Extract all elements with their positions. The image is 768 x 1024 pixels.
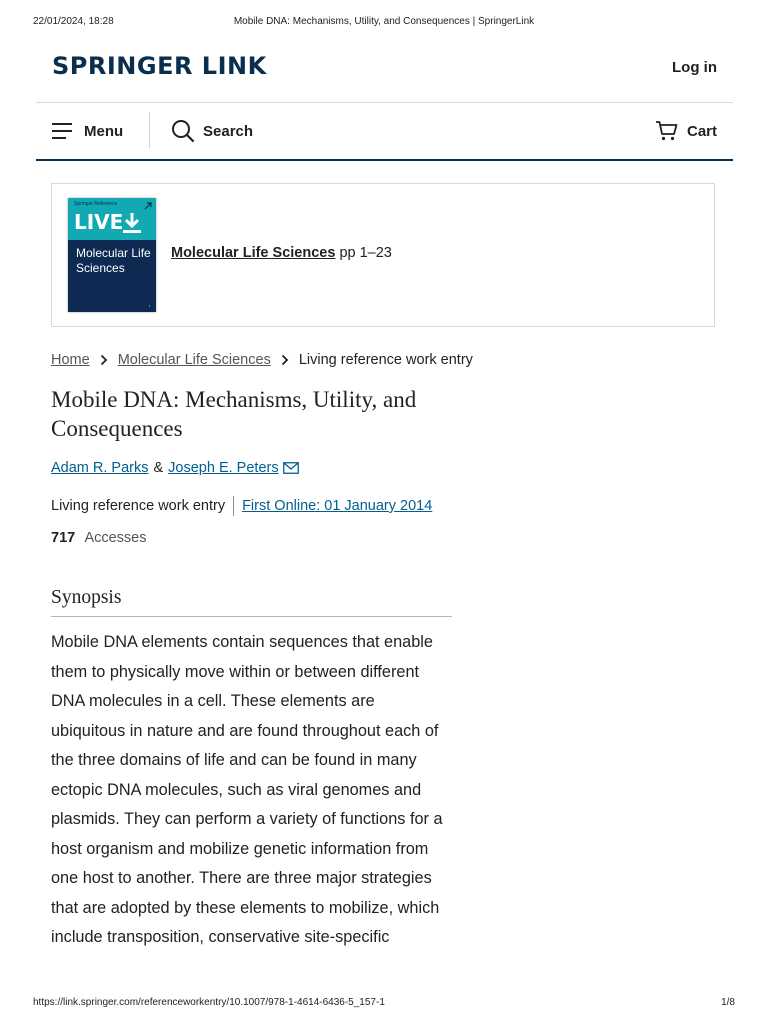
menu-label: Menu [84, 122, 124, 140]
author-link[interactable]: Adam R. Parks [51, 460, 149, 476]
meta-divider [233, 496, 234, 516]
cover-live: LIVE [74, 210, 124, 234]
print-footer [33, 997, 735, 1011]
cart-icon [655, 119, 679, 143]
book-title-link[interactable]: Molecular Life Sciences [171, 245, 336, 261]
accesses-count: 717 [51, 530, 76, 546]
synopsis-text: Mobile DNA elements contain sequences that enable them to physically move within or between different DNA molecules in a cell. These elements are ubiquitous in nature and are found throughout each of the three domains of life and can be found in many ectopic DNA molecules, such as viral genomes and plasmids. They can perform a variety of functions for a host organism and mobilize genetic information from one host to another. There are three major strategies that are adopted by these elements to mobilize, which include transposition, conservative site-specific [51, 633, 443, 946]
mail-icon[interactable] [283, 462, 299, 474]
breadcrumb-home[interactable]: Home [51, 352, 90, 368]
search-icon [171, 119, 195, 143]
breadcrumb-current: Living reference work entry [298, 352, 473, 368]
book-pages: pp 1–23 [339, 245, 392, 261]
breadcrumb-book[interactable]: Molecular Life Sciences [117, 352, 271, 368]
book-citation [171, 245, 392, 261]
menu-button[interactable] [52, 103, 123, 159]
accesses-label: Accesses [84, 530, 147, 546]
print-page-number: 1/8 [721, 997, 735, 1008]
cart-label: Cart [686, 122, 717, 140]
entry-meta [51, 496, 432, 516]
site-header [36, 48, 733, 103]
print-datetime: 22/01/2024, 18:28 [33, 16, 114, 27]
nav-divider [149, 112, 150, 148]
author-separator: & [153, 460, 164, 476]
accesses-metric [51, 530, 147, 546]
cover-publisher-logo: ◐ [148, 303, 151, 308]
author-list [51, 460, 299, 476]
cover-banner [68, 198, 156, 240]
book-info-box [51, 183, 715, 327]
print-page-title: Mobile DNA: Mechanisms, Utility, and Consequences | SpringerLink [233, 16, 535, 27]
entry-type: Living reference work entry [51, 498, 226, 514]
search-label: Search [203, 122, 254, 140]
cover-title: Molecular Life Sciences [76, 246, 151, 275]
search-button[interactable] [171, 103, 253, 159]
download-arrow-icon [120, 211, 144, 235]
nav-bar [36, 103, 733, 161]
print-url: https://link.springer.com/referenceworkentry/10.1007/978-1-4614-6436-5_157-1 [33, 997, 385, 1008]
expand-arrow-icon [143, 201, 153, 211]
synopsis-heading: Synopsis [51, 587, 452, 617]
book-cover-image[interactable] [68, 198, 156, 312]
chevron-right-icon [281, 354, 289, 366]
breadcrumb [51, 352, 473, 368]
cart-button[interactable] [655, 103, 717, 159]
print-header [33, 16, 735, 30]
first-online-link[interactable]: First Online: 01 January 2014 [242, 498, 433, 514]
article-title: Mobile DNA: Mechanisms, Utility, and Consequences [51, 387, 417, 441]
login-link[interactable]: Log in [672, 59, 717, 76]
cover-series: Springer Reference [74, 201, 118, 207]
chevron-right-icon [100, 354, 108, 366]
springer-link-logo[interactable]: SPRINGER LINK [52, 52, 267, 80]
author-link[interactable]: Joseph E. Peters [168, 460, 279, 476]
hamburger-icon [52, 123, 74, 139]
